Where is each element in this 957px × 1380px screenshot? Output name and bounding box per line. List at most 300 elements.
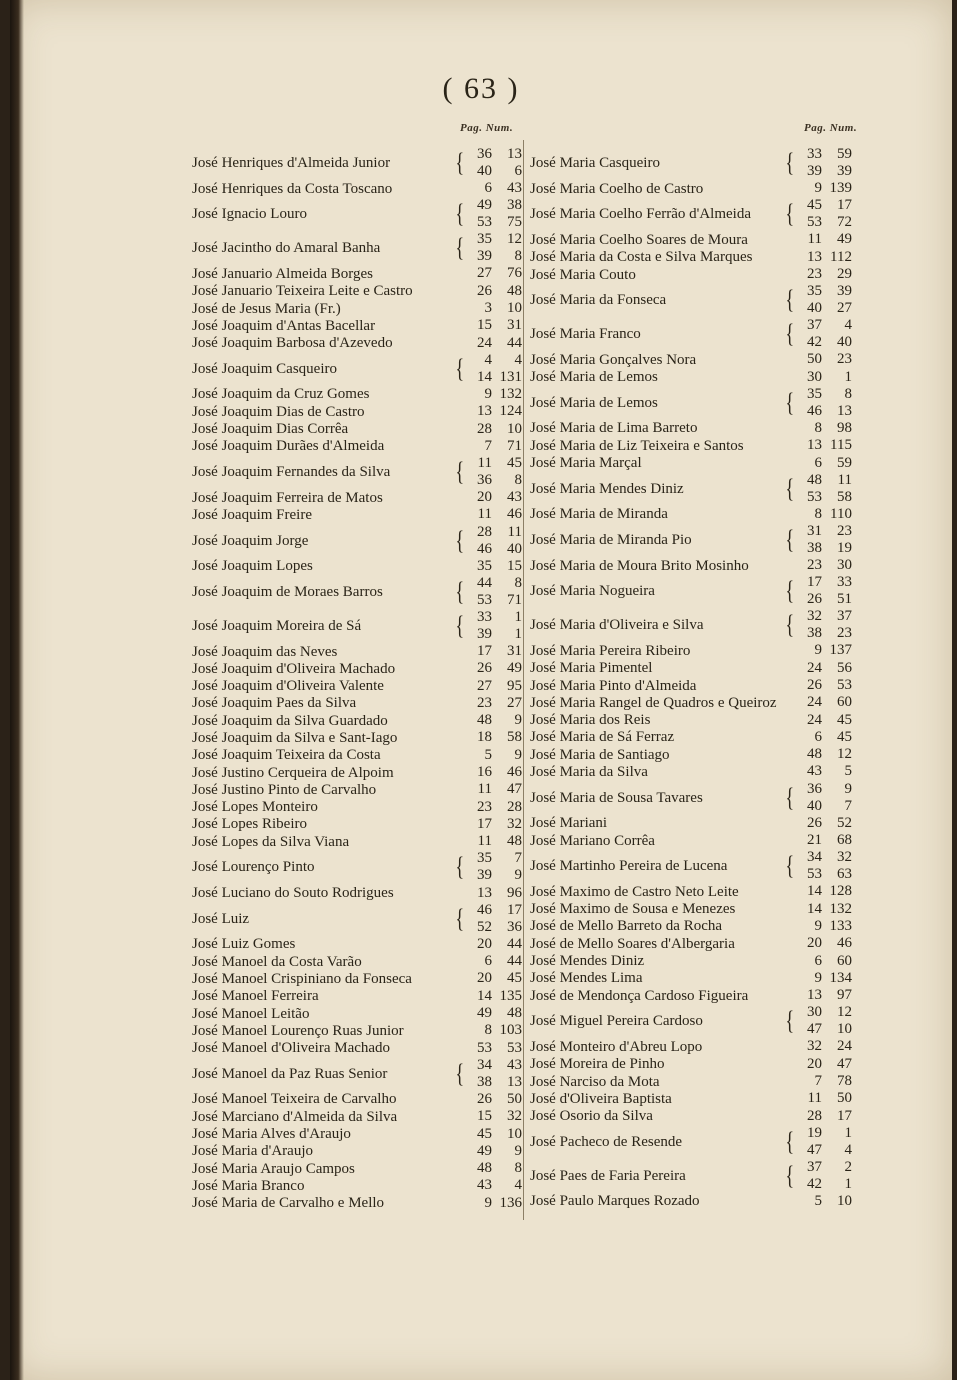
page-ref: 6 bbox=[484, 953, 492, 970]
item-num: 115 bbox=[830, 437, 852, 454]
entry-name: José Paulo Marques Rozado bbox=[530, 1193, 700, 1210]
item-num: 4 bbox=[844, 317, 852, 334]
entry-references bbox=[450, 421, 522, 438]
index-entry bbox=[192, 970, 522, 987]
page-ref: 46 bbox=[807, 402, 822, 419]
item-num: 58 bbox=[507, 729, 522, 746]
index-entry bbox=[192, 455, 522, 489]
index-entry bbox=[530, 952, 852, 969]
item-num: 9 bbox=[514, 867, 522, 884]
page-ref: 34 bbox=[477, 1056, 492, 1073]
entry-references bbox=[778, 266, 852, 283]
index-entry bbox=[192, 197, 522, 231]
entry-references bbox=[778, 197, 852, 231]
brace-glyph: { bbox=[785, 319, 795, 349]
index-entry bbox=[192, 712, 522, 729]
index-entry bbox=[192, 438, 522, 455]
entry-name: José Maria da Silva bbox=[530, 763, 648, 780]
index-entry bbox=[530, 1004, 852, 1038]
entry-references bbox=[450, 643, 522, 660]
entry-references bbox=[450, 197, 522, 231]
index-entry bbox=[530, 454, 852, 471]
item-num: 9 bbox=[514, 746, 522, 763]
item-num: 135 bbox=[499, 987, 522, 1004]
index-entry bbox=[530, 781, 852, 815]
entry-references bbox=[450, 455, 522, 489]
page-ref: 28 bbox=[477, 523, 492, 540]
entry-name: José Maria dos Reis bbox=[530, 712, 651, 729]
entry-name: José Ignacio Louro bbox=[192, 206, 307, 223]
page-ref: 39 bbox=[807, 163, 822, 179]
index-entry bbox=[530, 832, 852, 849]
entry-references bbox=[450, 902, 522, 936]
index-entry bbox=[530, 970, 852, 987]
index-entry bbox=[192, 1125, 522, 1142]
entry-references bbox=[778, 1038, 852, 1055]
page-ref: 20 bbox=[807, 1055, 822, 1072]
entry-references bbox=[778, 677, 852, 694]
entry-name: José Maria Pereira Ribeiro bbox=[530, 642, 691, 659]
page-ref: 11 bbox=[477, 833, 492, 850]
brace-glyph: { bbox=[455, 148, 465, 177]
page-ref: 34 bbox=[807, 849, 822, 866]
index-entry bbox=[192, 265, 522, 282]
entry-references bbox=[450, 609, 522, 643]
page-ref: 23 bbox=[477, 798, 492, 815]
item-num: 46 bbox=[507, 764, 522, 781]
item-num: 53 bbox=[507, 1039, 522, 1056]
item-num: 44 bbox=[507, 953, 522, 970]
item-num: 131 bbox=[499, 368, 522, 385]
index-entry bbox=[192, 764, 522, 781]
index-entry bbox=[530, 729, 852, 746]
entry-name: José Joaquim d'Antas Bacellar bbox=[192, 317, 376, 334]
page-ref: 26 bbox=[477, 1090, 492, 1107]
entry-name: José d'Oliveira Baptista bbox=[530, 1090, 672, 1107]
page-ref: 38 bbox=[807, 539, 822, 556]
page-ref: 36 bbox=[807, 780, 822, 797]
entry-name: José Mariani bbox=[530, 815, 608, 832]
index-entry bbox=[192, 386, 522, 403]
item-num: 23 bbox=[837, 351, 852, 368]
brace-glyph: { bbox=[785, 199, 795, 229]
index-entry bbox=[192, 506, 522, 523]
index-entry bbox=[192, 1057, 522, 1091]
entry-name: José Joaquim Dias Corrêa bbox=[192, 421, 349, 438]
item-num: 78 bbox=[837, 1073, 852, 1090]
page-ref: 9 bbox=[814, 969, 822, 986]
item-num: 31 bbox=[507, 317, 522, 334]
entry-references bbox=[778, 746, 852, 763]
page-ref: 52 bbox=[477, 918, 492, 935]
index-entry bbox=[192, 884, 522, 901]
page-number: ( 63 ) bbox=[442, 72, 520, 105]
item-num: 98 bbox=[837, 419, 852, 436]
index-entry bbox=[192, 524, 522, 558]
brace-glyph: { bbox=[455, 852, 465, 882]
page-ref: 7 bbox=[484, 437, 492, 454]
page-ref: 26 bbox=[477, 282, 492, 299]
entry-name: José Manoel d'Oliveira Machado bbox=[192, 1040, 391, 1057]
page-ref: 40 bbox=[807, 300, 822, 317]
entry-name: José Manoel Lourenço Ruas Junior bbox=[192, 1022, 404, 1039]
item-num: 29 bbox=[837, 266, 852, 283]
entry-name: José Joaquim Casqueiro bbox=[192, 360, 337, 377]
entry-name: José Miguel Pereira Cardoso bbox=[530, 1013, 703, 1030]
entry-name: José Monteiro d'Abreu Lopo bbox=[530, 1038, 703, 1055]
entry-references bbox=[778, 1108, 852, 1125]
item-num: 1 bbox=[844, 368, 852, 385]
brace-glyph: { bbox=[785, 1126, 795, 1156]
index-entry bbox=[192, 988, 522, 1005]
entry-name: José Luiz bbox=[192, 910, 250, 927]
brace-glyph: { bbox=[455, 525, 465, 555]
entry-name: José Lourenço Pinto bbox=[192, 859, 315, 876]
index-entry bbox=[530, 368, 852, 385]
entry-name: José Paes de Faria Pereira bbox=[530, 1167, 686, 1184]
page-ref: 28 bbox=[807, 1107, 822, 1124]
entry-name: José Januario Teixeira Leite e Castro bbox=[192, 283, 413, 300]
item-num: 33 bbox=[837, 574, 852, 591]
item-num: 97 bbox=[837, 987, 852, 1004]
page-ref: 26 bbox=[807, 677, 822, 693]
page-ref: 23 bbox=[807, 557, 822, 574]
item-num: 48 bbox=[507, 282, 522, 299]
entry-name: José Maria Araujo Campos bbox=[192, 1160, 355, 1177]
item-num: 43 bbox=[507, 180, 522, 197]
entry-name: José Maria Nogueira bbox=[530, 583, 655, 600]
index-entry bbox=[530, 1056, 852, 1073]
item-num: 36 bbox=[507, 918, 522, 935]
page-ref: 6 bbox=[814, 952, 822, 969]
entry-name: José Joaquim Jorge bbox=[192, 532, 309, 549]
page-ref: 9 bbox=[484, 385, 492, 402]
index-entry bbox=[530, 249, 852, 266]
index-entry bbox=[530, 574, 852, 608]
index-entry bbox=[530, 523, 852, 557]
index-entry bbox=[192, 334, 522, 351]
brace-glyph: { bbox=[785, 524, 795, 554]
index-entry bbox=[530, 1193, 852, 1210]
entry-name: José Pacheco de Resende bbox=[530, 1133, 683, 1150]
entry-references bbox=[778, 249, 852, 266]
index-entry bbox=[530, 386, 852, 420]
entry-name: José Henriques da Costa Toscano bbox=[192, 180, 393, 197]
item-num: 68 bbox=[837, 832, 852, 849]
entry-references bbox=[450, 506, 522, 523]
page-ref: 8 bbox=[814, 505, 822, 522]
page-ref: 4 bbox=[484, 351, 492, 368]
binding-gutter bbox=[10, 0, 24, 1380]
page-ref: 32 bbox=[807, 1038, 822, 1055]
entry-references bbox=[778, 849, 852, 883]
item-num: 1 bbox=[844, 1124, 852, 1141]
item-num: 12 bbox=[507, 231, 522, 248]
item-num: 2 bbox=[844, 1158, 852, 1175]
page-ref: 47 bbox=[807, 1021, 822, 1038]
entry-references bbox=[778, 455, 852, 472]
page-ref: 14 bbox=[477, 987, 492, 1004]
page-ref: 35 bbox=[477, 231, 492, 248]
entry-name: José Joaquim da Silva e Sant-Iago bbox=[192, 729, 398, 746]
item-num: 28 bbox=[507, 798, 522, 815]
item-num: 71 bbox=[507, 437, 522, 454]
index-column-right bbox=[530, 146, 852, 1210]
page-ref: 39 bbox=[477, 625, 492, 642]
entry-name: José Joaquim Freire bbox=[192, 506, 312, 523]
index-entry bbox=[192, 953, 522, 970]
entry-name: José Osorio da Silva bbox=[530, 1108, 653, 1125]
item-num: 5 bbox=[844, 763, 852, 780]
item-num: 72 bbox=[837, 214, 852, 231]
index-entry bbox=[192, 300, 522, 317]
page-ref: 37 bbox=[807, 317, 822, 334]
entry-name: José Manoel Crispiniano da Fonseca bbox=[192, 970, 412, 987]
item-num: 60 bbox=[837, 694, 852, 711]
entry-references bbox=[450, 885, 522, 902]
page-ref: 48 bbox=[807, 471, 822, 488]
index-entry bbox=[530, 677, 852, 694]
index-entry bbox=[530, 283, 852, 317]
entry-name: José Joaquim da Cruz Gomes bbox=[192, 386, 370, 403]
item-num: 19 bbox=[837, 539, 852, 556]
entry-name: José Manoel Ferreira bbox=[192, 988, 319, 1005]
page-ref: 24 bbox=[477, 334, 492, 351]
page-ref: 7 bbox=[814, 1073, 822, 1090]
page-ref: 35 bbox=[477, 850, 492, 867]
entry-references bbox=[778, 763, 852, 780]
entry-name: José Joaquim Paes da Silva bbox=[192, 695, 357, 712]
entry-name: José Maria de Carvalho e Mello bbox=[192, 1195, 385, 1212]
item-num: 132 bbox=[829, 900, 852, 917]
entry-name: José Joaquim Durães d'Almeida bbox=[192, 438, 385, 455]
entry-references bbox=[778, 901, 852, 918]
entry-references bbox=[778, 180, 852, 197]
index-entry bbox=[530, 317, 852, 351]
item-num: 136 bbox=[499, 1194, 522, 1211]
index-entry bbox=[192, 1022, 522, 1039]
entry-references bbox=[778, 523, 852, 557]
item-num: 8 bbox=[514, 1160, 522, 1177]
item-num: 4 bbox=[514, 1177, 522, 1194]
page-ref: 50 bbox=[807, 351, 822, 368]
entry-name: José Maria de Miranda bbox=[530, 506, 668, 523]
entry-name: José Maria de Sousa Tavares bbox=[530, 789, 703, 806]
entry-name: José Manoel Leitão bbox=[192, 1005, 310, 1022]
page-ref: 5 bbox=[814, 1192, 822, 1209]
index-entry bbox=[192, 283, 522, 300]
item-num: 32 bbox=[837, 849, 852, 866]
column-divider bbox=[523, 140, 524, 1220]
item-num: 124 bbox=[499, 403, 522, 420]
entry-name: José Joaquim da Silva Guardado bbox=[192, 712, 388, 729]
page-ref: 36 bbox=[477, 471, 492, 488]
brace-glyph: { bbox=[785, 1160, 795, 1190]
entry-references bbox=[778, 815, 852, 832]
entry-references bbox=[450, 1091, 522, 1108]
entry-name: José Maria Casqueiro bbox=[530, 155, 660, 171]
index-entry bbox=[192, 729, 522, 746]
entry-references bbox=[450, 489, 522, 506]
page-ref: 42 bbox=[807, 334, 822, 351]
entry-name: José Maria Mendes Diniz bbox=[530, 480, 684, 497]
entry-name: José Narciso da Mota bbox=[530, 1073, 660, 1090]
entry-references bbox=[450, 1143, 522, 1160]
item-num: 32 bbox=[507, 815, 522, 832]
page-ref: 13 bbox=[807, 987, 822, 1004]
entry-name: José Manoel da Costa Varão bbox=[192, 953, 362, 970]
index-entry bbox=[530, 1073, 852, 1090]
entry-references bbox=[778, 712, 852, 729]
entry-name: José Joaquim Barbosa d'Azevedo bbox=[192, 335, 393, 352]
page-ref: 20 bbox=[477, 489, 492, 506]
entry-references bbox=[450, 335, 522, 352]
entry-references bbox=[778, 781, 852, 815]
entry-references bbox=[778, 506, 852, 523]
page-ref: 49 bbox=[477, 197, 492, 214]
item-num: 47 bbox=[837, 1055, 852, 1072]
page-ref: 48 bbox=[477, 1160, 492, 1177]
entry-name: José Joaquim d'Oliveira Valente bbox=[192, 678, 384, 695]
item-num: 53 bbox=[837, 677, 852, 693]
item-num: 4 bbox=[844, 1141, 852, 1158]
item-num: 76 bbox=[507, 265, 522, 282]
page-ref: 3 bbox=[484, 300, 492, 317]
index-entry bbox=[192, 660, 522, 677]
entry-references bbox=[778, 146, 852, 180]
index-entry bbox=[192, 643, 522, 660]
page-ref: 13 bbox=[477, 403, 492, 420]
page-ref: 53 bbox=[477, 591, 492, 608]
item-num: 13 bbox=[837, 402, 852, 419]
item-num: 46 bbox=[837, 935, 852, 952]
page-ref: 20 bbox=[477, 970, 492, 987]
index-entry bbox=[530, 642, 852, 659]
page-ref: 36 bbox=[477, 146, 492, 162]
index-entry bbox=[192, 936, 522, 953]
entry-name: José Maria Coelho Ferrão d'Almeida bbox=[530, 206, 751, 223]
item-num: 43 bbox=[507, 1056, 522, 1073]
entry-references bbox=[778, 694, 852, 711]
item-num: 45 bbox=[507, 454, 522, 471]
page-ref: 11 bbox=[477, 454, 492, 471]
entry-references bbox=[450, 764, 522, 781]
index-entry bbox=[192, 677, 522, 694]
item-num: 10 bbox=[507, 1125, 522, 1142]
page-ref: 43 bbox=[807, 763, 822, 780]
page-ref: 23 bbox=[807, 266, 822, 283]
page-ref: 8 bbox=[814, 419, 822, 436]
item-num: 50 bbox=[837, 1090, 852, 1107]
entry-name: José Joaquim Lopes bbox=[192, 558, 313, 575]
entry-name: José Maria Franco bbox=[530, 326, 641, 343]
page-ref: 53 bbox=[477, 214, 492, 231]
index-entry bbox=[530, 763, 852, 780]
page-ref: 9 bbox=[814, 917, 822, 934]
item-num: 11 bbox=[507, 523, 522, 540]
page-ref: 16 bbox=[477, 764, 492, 781]
entry-references bbox=[778, 231, 852, 248]
index-entry bbox=[192, 1005, 522, 1022]
entry-references bbox=[778, 660, 852, 677]
entry-name: José Joaquim Fernandes da Silva bbox=[192, 463, 391, 480]
item-num: 134 bbox=[829, 969, 852, 986]
index-entry bbox=[192, 403, 522, 420]
item-num: 13 bbox=[507, 1073, 522, 1090]
entry-name: José Luciano do Souto Rodrigues bbox=[192, 885, 394, 902]
index-entry bbox=[530, 266, 852, 283]
index-entry bbox=[192, 231, 522, 265]
page-ref: 11 bbox=[807, 1090, 822, 1107]
brace-glyph: { bbox=[785, 576, 795, 606]
index-entry bbox=[192, 609, 522, 643]
index-entry bbox=[530, 987, 852, 1004]
page-ref: 9 bbox=[814, 180, 822, 197]
page-ref: 28 bbox=[477, 420, 492, 437]
index-entry bbox=[192, 902, 522, 936]
item-num: 39 bbox=[837, 163, 852, 179]
entry-references bbox=[450, 678, 522, 695]
page-ref: 24 bbox=[807, 711, 822, 728]
item-num: 39 bbox=[837, 283, 852, 300]
item-num: 45 bbox=[837, 711, 852, 728]
page-ref: 14 bbox=[477, 368, 492, 385]
item-num: 8 bbox=[514, 471, 522, 488]
index-entry bbox=[530, 1125, 852, 1159]
entry-references bbox=[778, 386, 852, 420]
item-num: 12 bbox=[837, 746, 852, 763]
item-num: 27 bbox=[837, 300, 852, 317]
page-ref: 33 bbox=[807, 146, 822, 162]
entry-references bbox=[778, 1159, 852, 1193]
entry-references bbox=[778, 953, 852, 970]
page-ref: 47 bbox=[807, 1141, 822, 1158]
index-entry bbox=[530, 1108, 852, 1125]
item-num: 38 bbox=[507, 197, 522, 214]
index-entry bbox=[530, 608, 852, 642]
index-entry bbox=[530, 437, 852, 454]
item-num: 7 bbox=[514, 850, 522, 867]
brace-glyph: { bbox=[785, 285, 795, 315]
page-ref: 45 bbox=[807, 197, 822, 214]
entry-references bbox=[778, 574, 852, 608]
index-entry bbox=[530, 711, 852, 728]
item-num: 23 bbox=[837, 522, 852, 539]
page-ref: 31 bbox=[807, 522, 822, 539]
page-ref: 35 bbox=[477, 557, 492, 574]
page-ref: 19 bbox=[807, 1124, 822, 1141]
entry-references bbox=[450, 970, 522, 987]
index-entry bbox=[192, 180, 522, 197]
entry-references bbox=[450, 747, 522, 764]
entry-references bbox=[450, 1126, 522, 1143]
entry-name: José Joaquim de Moraes Barros bbox=[192, 583, 383, 600]
index-entry bbox=[192, 1195, 522, 1212]
entry-name: José Maria Gonçalves Nora bbox=[530, 351, 697, 368]
entry-name: José de Jesus Maria (Fr.) bbox=[192, 300, 341, 317]
page-ref: 38 bbox=[477, 1073, 492, 1090]
page-ref: 27 bbox=[477, 677, 492, 694]
item-num: 137 bbox=[829, 642, 852, 659]
item-num: 9 bbox=[514, 1142, 522, 1159]
item-num: 10 bbox=[507, 420, 522, 437]
item-num: 48 bbox=[507, 1005, 522, 1022]
entry-name: José Mendes Diniz bbox=[530, 953, 645, 970]
item-num: 17 bbox=[837, 197, 852, 214]
index-entry bbox=[192, 420, 522, 437]
index-entry bbox=[530, 231, 852, 248]
item-num: 103 bbox=[499, 1022, 522, 1039]
